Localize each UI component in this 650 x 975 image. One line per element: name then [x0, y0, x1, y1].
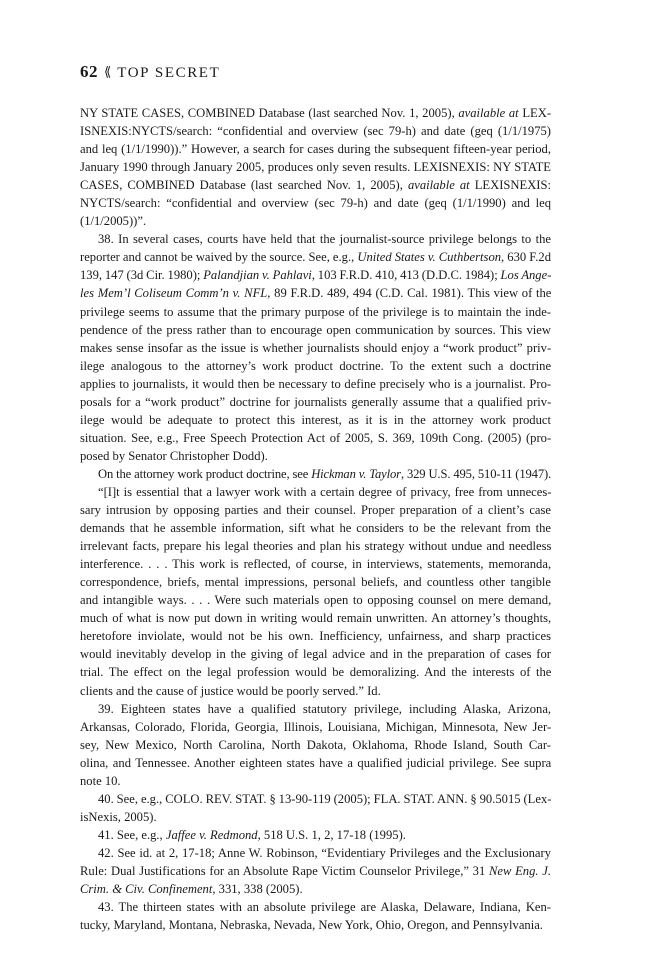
- text-run: posals for a “work product” doctrine for journalists generally assume that a qualified priv-: [80, 394, 552, 409]
- text-run: , 103 F.R.D. 410, 413 (D.D.C. 1984);: [311, 268, 501, 283]
- text-line: [80, 140, 551, 158]
- text-run: ilege analogous to the attorney’s work product doctrine. To the extent such a doctrine: [80, 358, 552, 373]
- text-run: demands that he assemble information, sift what he considers to be the relevant from the: [80, 521, 551, 536]
- text-run: 38. In several cases, courts have held that the journalist-source privilege belongs to the: [98, 232, 551, 247]
- text-line: [80, 266, 551, 284]
- text-run: irrelevant facts, prepare his legal theories and plan his strategy without undue and needless: [80, 539, 552, 554]
- text-run: , 630 F.2d: [501, 250, 551, 265]
- notes-body: [80, 104, 551, 934]
- text-line: [80, 284, 551, 302]
- text-run: much of what is now put down in writing would remain unwritten. An attorney’s thoughts,: [80, 611, 552, 626]
- text-line: [80, 447, 551, 465]
- text-run: LEXISNEXIS:: [469, 178, 551, 193]
- text-run: note 10.: [80, 773, 121, 788]
- text-run: , 518 U.S. 1, 2, 17-18 (1995).: [257, 827, 406, 842]
- note-paragraph: [80, 790, 551, 826]
- text-line: [80, 627, 551, 645]
- text-line: [80, 880, 551, 898]
- text-run: CASES, COMBINED Database (last searched Nov. 1, 2005),: [80, 178, 408, 193]
- text-run: NY STATE CASES, COMBINED Database (last searched Nov. 1, 2005),: [80, 106, 459, 120]
- text-run: (1/1/2005))”.: [80, 214, 147, 229]
- text-line: [80, 573, 551, 591]
- text-line: [80, 339, 551, 357]
- note-paragraph: [80, 844, 551, 898]
- text-line: [80, 844, 551, 862]
- italic-text: Jaffee v. Redmond: [165, 827, 258, 842]
- text-run: situation. See, e.g., Free Speech Protection Act of 2005, S. 369, 109th Cong. (2005) (pro-: [80, 430, 552, 445]
- text-run: and leq (1/1/1990)).” However, a search for cases during the subsequent fifteen-year period,: [80, 142, 551, 157]
- text-run: LEX-: [518, 106, 552, 120]
- text-run: ilege would be adequate to protect this interest, as it is in the attorney work product: [80, 412, 551, 427]
- text-line: [80, 501, 551, 519]
- text-run: ISNEXIS:NYCTS/search: “confidential and overview (sec 79-h) and date (geq (1/1/1975): [80, 124, 551, 139]
- italic-text: available at: [407, 178, 470, 193]
- text-run: 39. Eighteen states have a qualified statutory privilege, including Alaska, Arizona,: [98, 701, 552, 716]
- text-line: [80, 248, 551, 266]
- text-run: isNexis, 2005).: [80, 809, 157, 824]
- text-run: , 329 U.S. 495, 510-11 (1947).: [400, 466, 552, 481]
- text-line: [80, 122, 551, 140]
- text-line: [80, 826, 551, 844]
- note-paragraph: [80, 898, 551, 934]
- text-line: [80, 736, 551, 754]
- text-line: [80, 754, 551, 772]
- text-run: NYCTS/search: “confidential and overview (sec 79-h) and date (geq (1/1/1990) and leq: [80, 196, 551, 211]
- text-line: [80, 808, 551, 826]
- text-line: [80, 393, 551, 411]
- text-line: [80, 483, 551, 501]
- running-title: TOP SECRET: [117, 65, 221, 81]
- text-run: On the attorney work product doctrine, see: [98, 466, 312, 481]
- text-run: sary intrusion by opposing parties and their counsel. Proper preparation of a client’s case: [80, 503, 551, 518]
- italic-text: United States v. Cuthbertson: [357, 250, 502, 265]
- note-paragraph: [80, 700, 551, 790]
- text-run: 139, 147 (3d Cir. 1980);: [80, 268, 204, 283]
- text-line: [80, 663, 551, 681]
- running-head: [80, 62, 220, 82]
- text-line: [80, 555, 551, 573]
- italic-text: Palandjian v. Pahlavi: [203, 268, 312, 283]
- text-line: [80, 465, 551, 483]
- italic-text: Crim. & Civ. Confinement: [80, 882, 213, 897]
- text-line: [80, 898, 551, 916]
- text-line: [80, 303, 551, 321]
- text-run: , 89 F.R.D. 489, 494 (C.D. Cal. 1981). This view of the: [267, 286, 552, 301]
- text-line: [80, 772, 551, 790]
- page-number: 62: [80, 62, 98, 81]
- text-line: [80, 357, 551, 375]
- italic-text: les Mem’l Coliseum Comm’n v. NFL: [80, 286, 268, 301]
- text-run: 43. The thirteen states with an absolute privilege are Alaska, Delaware, Indiana, Ken-: [98, 900, 551, 915]
- text-line: [80, 609, 551, 627]
- text-run: sey, New Mexico, North Carolina, North Dakota, Oklahoma, Rhode Island, South Car-: [80, 737, 551, 752]
- text-run: 40. See, e.g., COLO. REV. STAT. § 13-90-119 (2005); FLA. STAT. ANN. § 90.5015 (Lex-: [98, 791, 552, 806]
- text-line: [80, 790, 551, 808]
- text-run: Arkansas, Colorado, Florida, Georgia, Illinois, Louisiana, Michigan, Minnesota, New Jer-: [80, 719, 552, 734]
- text-line: [80, 519, 551, 537]
- text-line: [80, 230, 551, 248]
- text-line: [80, 212, 551, 230]
- note-paragraph: [80, 465, 551, 483]
- text-line: [80, 321, 551, 339]
- text-line: [80, 158, 551, 176]
- note-paragraph: [80, 230, 551, 465]
- text-run: “[I]t is essential that a lawyer work with a certain degree of privacy, free from unneces-: [98, 484, 552, 499]
- text-run: correspondence, briefs, mental impressions, personal beliefs, and countless other tangible: [80, 575, 551, 590]
- text-line: [80, 718, 551, 736]
- text-line: [80, 194, 551, 212]
- text-line: [80, 862, 551, 880]
- text-run: reporter and cannot be waived by the source. See, e.g.,: [80, 250, 358, 265]
- text-run: January 1990 through January 2005, produces only seven results. LEXISNEXIS: NY STATE: [80, 160, 551, 175]
- note-paragraph: [80, 483, 551, 700]
- text-run: trial. The effect on the legal profession would be demoralizing. And the interests of the: [80, 665, 552, 680]
- text-line: [80, 375, 551, 393]
- text-run: privilege seems to assume that the primary purpose of the privilege is to maintain the inde-: [80, 304, 551, 319]
- text-run: tucky, Maryland, Montana, Nebraska, Nevada, New York, Ohio, Oregon, and Pennsylvania.: [80, 918, 543, 933]
- italic-text: Hickman v. Taylor: [311, 466, 401, 481]
- text-run: olina, and Tennessee. Another eighteen states have a qualified judicial privilege. See supra: [80, 755, 552, 770]
- text-run: , 331, 338 (2005).: [212, 882, 303, 897]
- text-run: posed by Senator Christopher Dodd).: [80, 448, 268, 463]
- text-line: [80, 176, 551, 194]
- text-line: [80, 591, 551, 609]
- text-line: [80, 700, 551, 718]
- text-line: [80, 537, 551, 555]
- text-line: [80, 411, 551, 429]
- text-run: applies to journalists, it would then be necessary to define precisely who is a journalist. Pro-: [80, 376, 552, 391]
- text-line: [80, 916, 551, 934]
- text-line: [80, 104, 551, 122]
- text-run: would inevitably develop in the giving of legal advice and in the preparation of cases for: [80, 647, 551, 662]
- note-paragraph: [80, 826, 551, 844]
- text-run: 42. See id. at 2, 17-18; Anne W. Robinson, “Evidentiary Privileges and the Exclusionary: [98, 845, 551, 860]
- note-paragraph: [80, 104, 551, 230]
- text-run: heretofore inviolate, would not be his own. Inefficiency, unfairness, and sharp practices: [80, 629, 551, 644]
- text-run: makes sense insofar as the issue is whether journalists should enjoy a “work product” priv-: [80, 340, 552, 355]
- italic-text: New Eng. J.: [488, 863, 551, 878]
- ornament-icon: ⟪: [104, 64, 112, 79]
- text-line: [80, 682, 551, 700]
- text-run: interference. . . . This work is reflected, of course, in interviews, statements, memoranda,: [80, 557, 552, 572]
- text-run: Rule: Dual Justifications for an Absolute Rape Victim Counselor Privilege,” 31: [80, 863, 489, 878]
- italic-text: Los Ange-: [500, 268, 552, 283]
- text-line: [80, 429, 551, 447]
- text-run: pendence of the press rather than to encourage open communication by sources. This view: [80, 322, 551, 337]
- text-run: and intangible ways. . . . Were such materials open to opposing counsel on mere demand,: [80, 593, 552, 608]
- italic-text: available at: [458, 106, 519, 120]
- text-run: 41. See, e.g.,: [98, 827, 166, 842]
- text-line: [80, 645, 551, 663]
- text-run: clients and the cause of justice would be poorly served.” Id.: [80, 683, 381, 698]
